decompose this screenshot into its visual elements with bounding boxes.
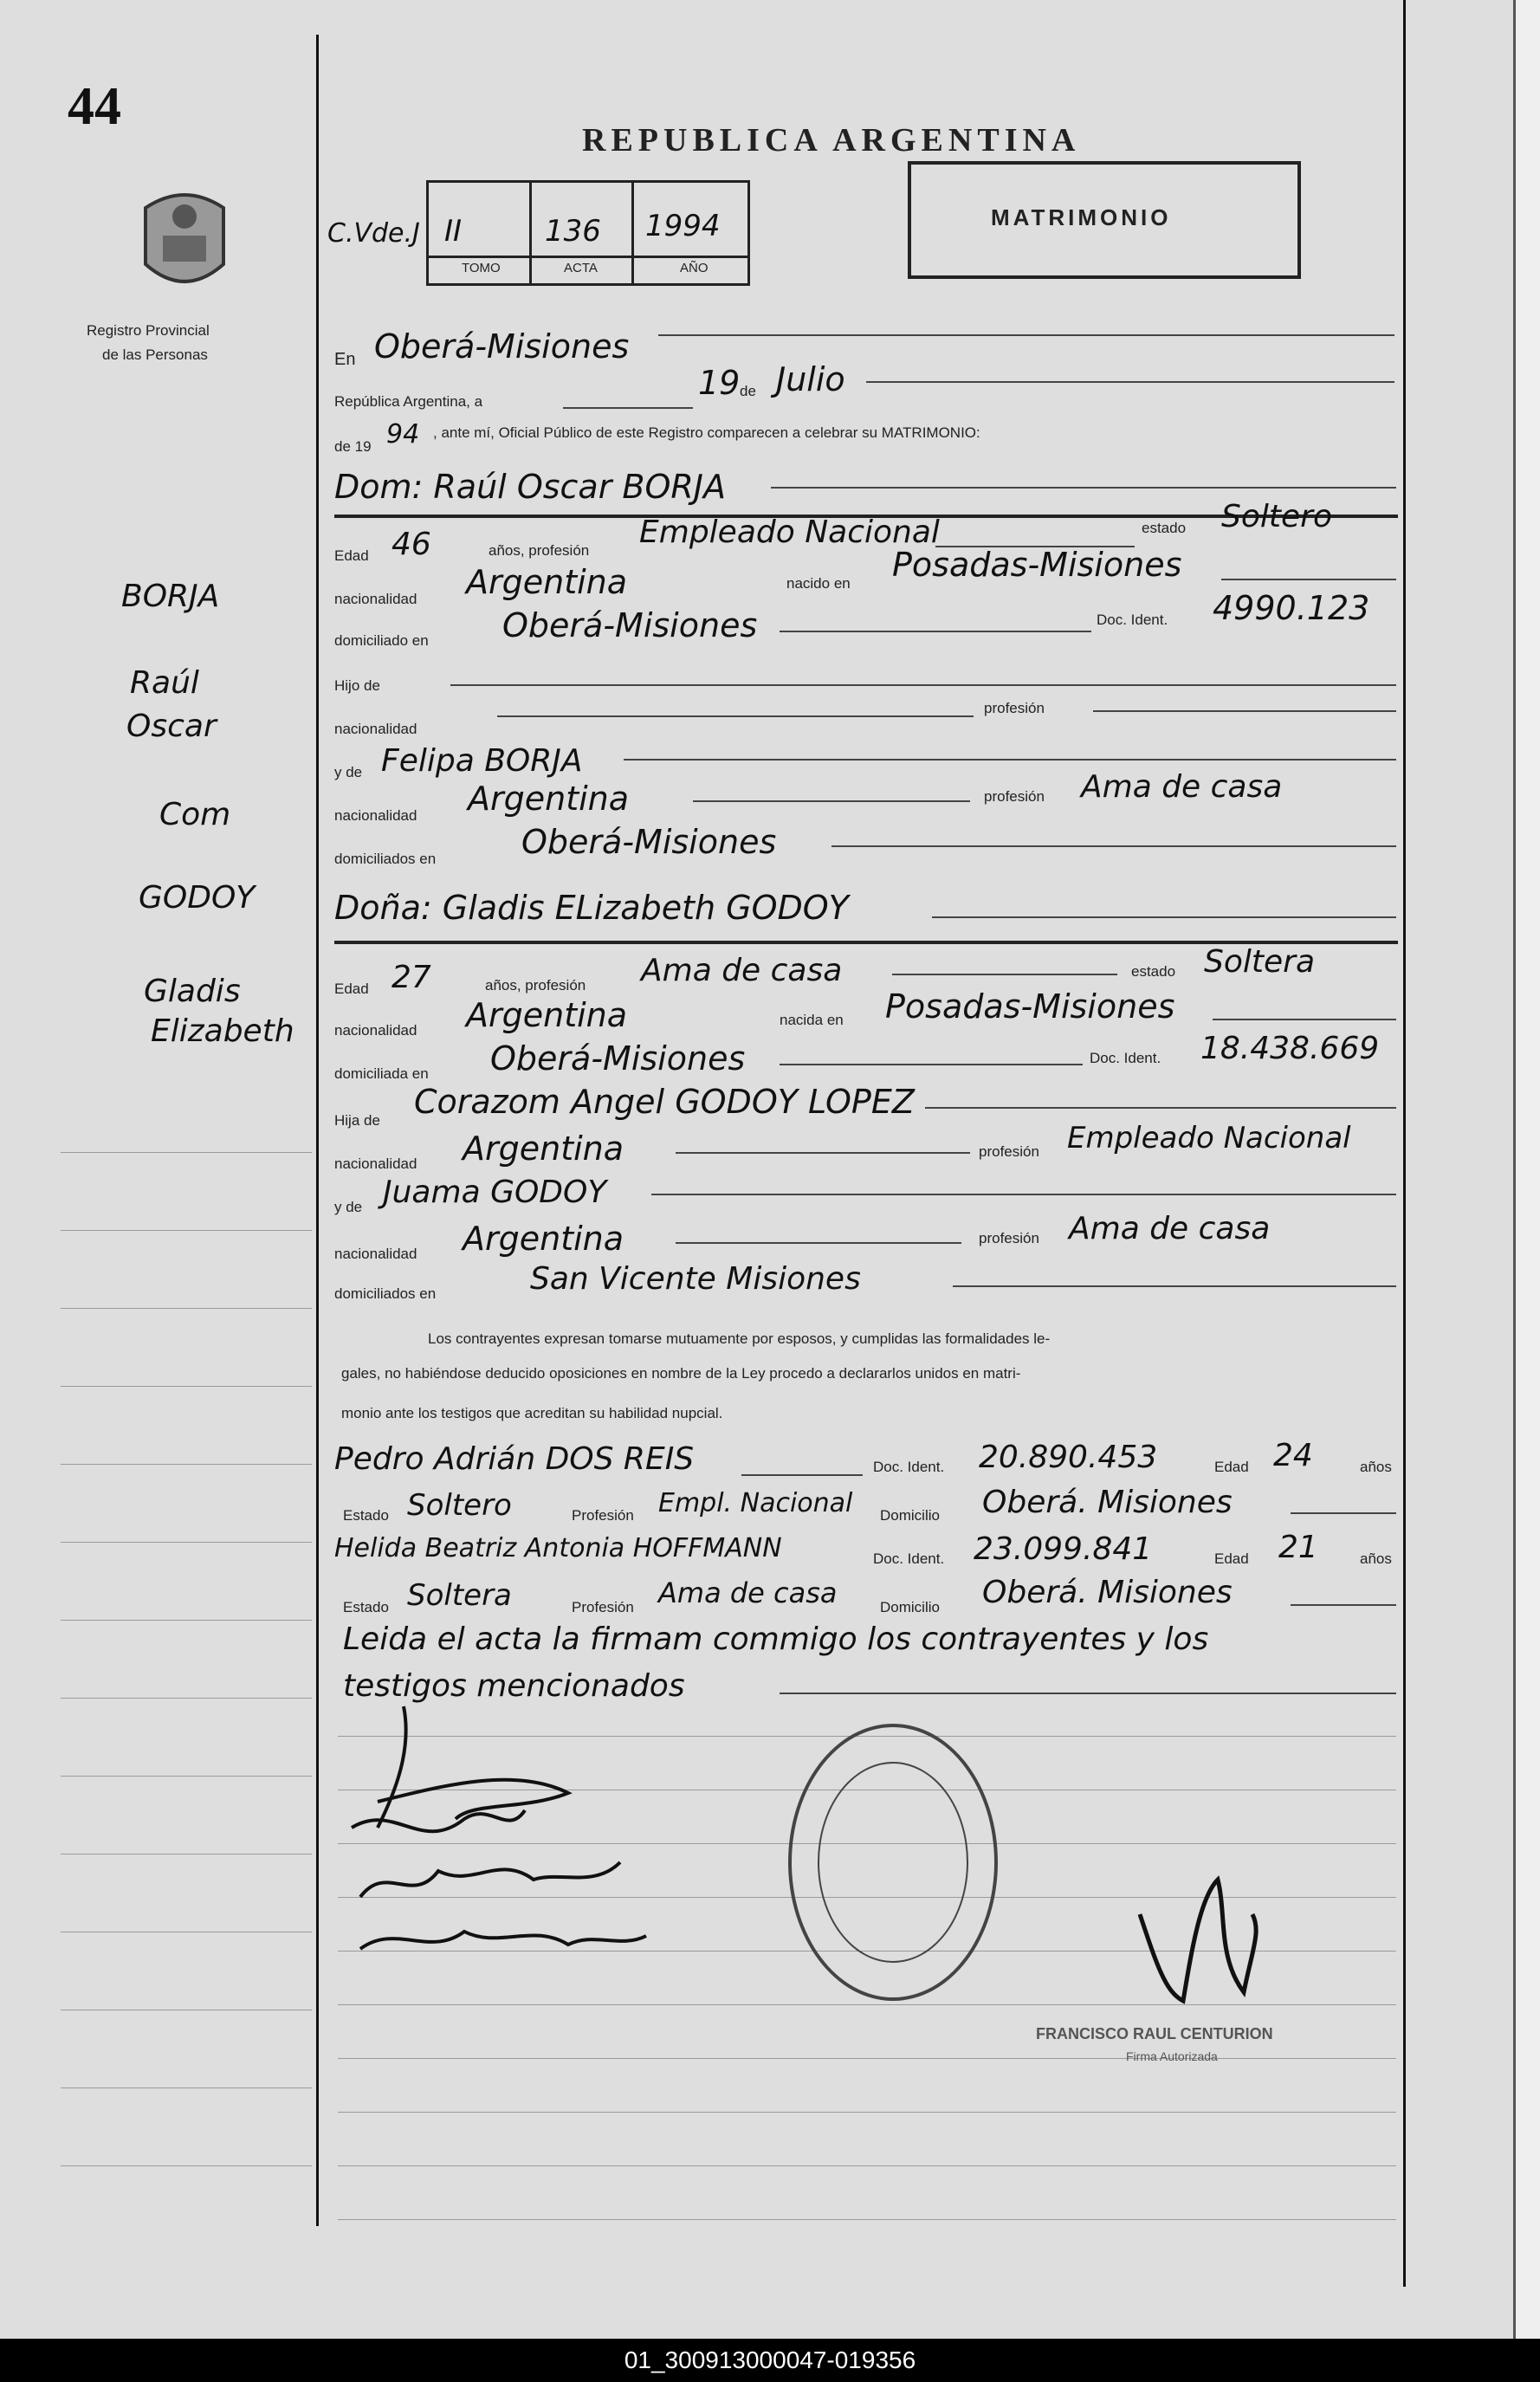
margin-surname-groom: BORJA [121,579,220,614]
de-label: de [740,383,756,399]
groom-estado-label: estado [1142,520,1187,536]
groom-heading: Dom: Raúl Oscar BORJA [334,468,726,506]
rule [563,407,693,409]
ano-value: 1994 [645,209,721,243]
bride-domiciliados: San Vicente Misiones [530,1261,861,1297]
rule [932,916,1396,918]
witness1-edad: 24 [1273,1438,1313,1473]
groom-nacionalidad-label: nacionalidad [334,591,417,607]
witness2-estado-label: Estado [343,1599,389,1615]
rule [624,759,1396,761]
acta-label: ACTA [564,261,598,275]
rule [892,974,1117,975]
groom-nacionalidad: Argentina [466,563,628,601]
rule [1213,1019,1396,1020]
margin-name-groom-2: Oscar [126,709,217,744]
rule [1093,710,1396,712]
groom-anos-profesion: años, profesión [489,542,590,559]
coat-of-arms-icon [128,182,241,303]
witness1-edad-label: Edad [1214,1459,1249,1475]
margin-surname-bride: GODOY [139,880,256,916]
rule [953,1285,1396,1287]
bride-madre-prof-label: profesión [979,1230,1039,1246]
rule [497,715,974,717]
rule [741,1474,863,1476]
year-suffix: 94 [386,419,420,450]
witness2-doc: 23.099.841 [974,1531,1153,1567]
intro-text: , ante mí, Oficial Público de este Registro comparecen a celebrar su MATRIMONIO: [433,424,980,441]
bride-edad-label: Edad [334,981,369,997]
statement-line-3: monio ante los testigos que acreditan su habilidad nupcial. [341,1405,723,1421]
groom-nac2-label: nacionalidad [334,721,417,737]
bride-padre-nac: Argentina [463,1130,624,1168]
witness1-dom-label: Domicilio [880,1507,940,1524]
en-value: Oberá-Misiones [374,327,630,366]
groom-nacido-label: nacido en [786,575,851,592]
rule [780,1693,1396,1694]
margin-name-bride-1: Gladis [144,974,241,1009]
bride-y-de-label: y de [334,1199,363,1215]
tomo-label: TOMO [462,261,501,275]
witness2-dom-label: Domicilio [880,1599,940,1615]
bride-profesion: Ama de casa [641,953,843,988]
groom-madre-nac-label: nacionalidad [334,807,417,824]
bride-madre-prof: Ama de casa [1069,1211,1271,1246]
page-title: REPUBLICA ARGENTINA [582,122,1081,159]
witness1-name: Pedro Adrián DOS REIS [334,1441,695,1477]
year-prefix: de 19 [334,438,372,455]
statement-line-2: gales, no habiéndose deducido oposiciones en nombre de la Ley procedo a declararlos unidos en matri- [341,1365,1021,1382]
rule [658,334,1394,336]
rule [676,1152,970,1154]
groom-profesion: Empleado Nacional [639,515,940,550]
official-title: Firma Autorizada [1126,2049,1218,2063]
margin-name-groom-1: Raúl [130,665,199,701]
rule [780,631,1091,632]
groom-y-de-label: y de [334,764,363,780]
left-column-border [316,35,319,2226]
rule [1221,579,1396,580]
groom-edad: 46 [391,527,431,562]
closing-line-1: Leida el acta la firmam commigo los contrayentes y los [343,1621,1209,1657]
bride-domiciliada: Oberá-Misiones [490,1039,746,1078]
witness2-doc-label: Doc. Ident. [873,1550,945,1567]
bride-doc: 18.438.669 [1200,1031,1380,1066]
bride-padre: Corazom Angel GODOY LOPEZ [414,1083,915,1121]
rule [676,1242,961,1244]
bride-padre-nac-label: nacionalidad [334,1155,417,1172]
witness1-prof: Empl. Nacional [658,1488,853,1518]
groom-doc: 4990.123 [1213,589,1370,627]
bride-anos-profesion: años, profesión [485,977,586,994]
bride-domiciliados-label: domiciliados en [334,1285,437,1302]
rule [450,684,1396,686]
witness2-anos: años [1360,1550,1392,1567]
signatures-icon [343,1698,672,1984]
witness1-estado: Soltero [407,1488,512,1523]
witness1-doc-label: Doc. Ident. [873,1459,945,1475]
bride-heading: Doña: Gladis ELizabeth GODOY [334,889,849,927]
official-signature-icon [1123,1862,1270,2018]
registry-line-2: de las Personas [102,346,208,363]
bride-nacida-label: nacida en [780,1012,844,1028]
bride-edad: 27 [391,960,431,995]
groom-edad-label: Edad [334,547,369,564]
rule [866,381,1394,383]
rule [1291,1512,1396,1514]
bride-doc-label: Doc. Ident. [1090,1050,1161,1066]
groom-madre-prof-label: profesión [984,788,1045,805]
groom-domiciliado-label: domiciliado en [334,632,429,649]
witness2-name: Helida Beatriz Antonia HOFFMANN [334,1533,782,1563]
margin-name-bride-2: Elizabeth [151,1013,294,1049]
rule [771,487,1396,489]
republica-label: República Argentina, a [334,393,483,410]
groom-domiciliados: Oberá-Misiones [521,823,777,861]
groom-hijo-label: Hijo de [334,677,380,694]
page-number: 44 [68,77,121,136]
bride-hija-label: Hija de [334,1112,380,1129]
witness1-dom: Oberá. Misiones [982,1485,1233,1520]
rule [780,1064,1083,1065]
ano-label: AÑO [680,261,709,275]
en-label: En [334,350,356,369]
groom-madre-nac: Argentina [468,780,630,818]
official-seal [788,1724,998,2001]
witness1-estado-label: Estado [343,1507,389,1524]
rule [1291,1604,1396,1606]
witness2-dom: Oberá. Misiones [982,1575,1233,1610]
ref-prefix: C.Vde.J [327,218,420,249]
groom-domiciliado: Oberá-Misiones [502,606,758,644]
margin-com: Com [159,797,231,832]
acta-value: 136 [545,214,601,249]
witness1-anos: años [1360,1459,1392,1475]
bride-estado-label: estado [1131,963,1176,980]
closing-line-2: testigos mencionados [343,1668,685,1704]
month-value: Julio [776,360,845,398]
official-name: FRANCISCO RAUL CENTURION [1036,2025,1273,2042]
witness1-doc: 20.890.453 [979,1440,1158,1475]
matrimonio-box [908,161,1301,279]
bride-madre-nac-label: nacionalidad [334,1246,417,1262]
witness2-edad-label: Edad [1214,1550,1249,1567]
bride-nacionalidad-label: nacionalidad [334,1022,417,1039]
witness2-prof: Ama de casa [658,1576,838,1609]
bride-padre-prof: Empleado Nacional [1067,1121,1351,1155]
rule [693,800,970,802]
groom-madre-prof: Ama de casa [1081,769,1283,805]
statement-line-1: Los contrayentes expresan tomarse mutuamente por esposos, y cumplidas las formalidades le- [428,1330,1051,1347]
bride-madre-nac: Argentina [463,1220,624,1258]
witness2-edad: 21 [1278,1530,1318,1565]
bride-madre: Juama GODOY [383,1175,607,1210]
matrimonio-label: MATRIMONIO [991,204,1172,230]
bride-domiciliada-label: domiciliada en [334,1065,429,1082]
groom-nacido: Posadas-Misiones [892,546,1182,584]
bride-nacida: Posadas-Misiones [885,987,1175,1026]
day-value: 19 [698,364,741,402]
rule [925,1107,1396,1109]
right-border [1403,0,1406,2287]
groom-prof-label: profesión [984,700,1045,716]
page-edge [1513,0,1540,2339]
ref-box [426,180,750,286]
tomo-value: II [444,214,463,249]
groom-estado: Soltero [1221,499,1332,534]
groom-domiciliados-label: domiciliados en [334,851,437,867]
witness2-estado: Soltera [407,1578,512,1613]
witness1-prof-label: Profesión [572,1507,634,1524]
bride-estado: Soltera [1204,944,1316,980]
footer-id: 01_300913000047-019356 [0,2339,1540,2382]
rule [831,845,1396,847]
groom-doc-label: Doc. Ident. [1097,612,1168,628]
groom-madre: Felipa BORJA [381,743,583,779]
registry-line-1: Registro Provincial [87,322,210,339]
bride-padre-prof-label: profesión [979,1143,1039,1160]
bride-nacionalidad: Argentina [466,996,628,1034]
rule [651,1194,1396,1195]
witness2-prof-label: Profesión [572,1599,634,1615]
